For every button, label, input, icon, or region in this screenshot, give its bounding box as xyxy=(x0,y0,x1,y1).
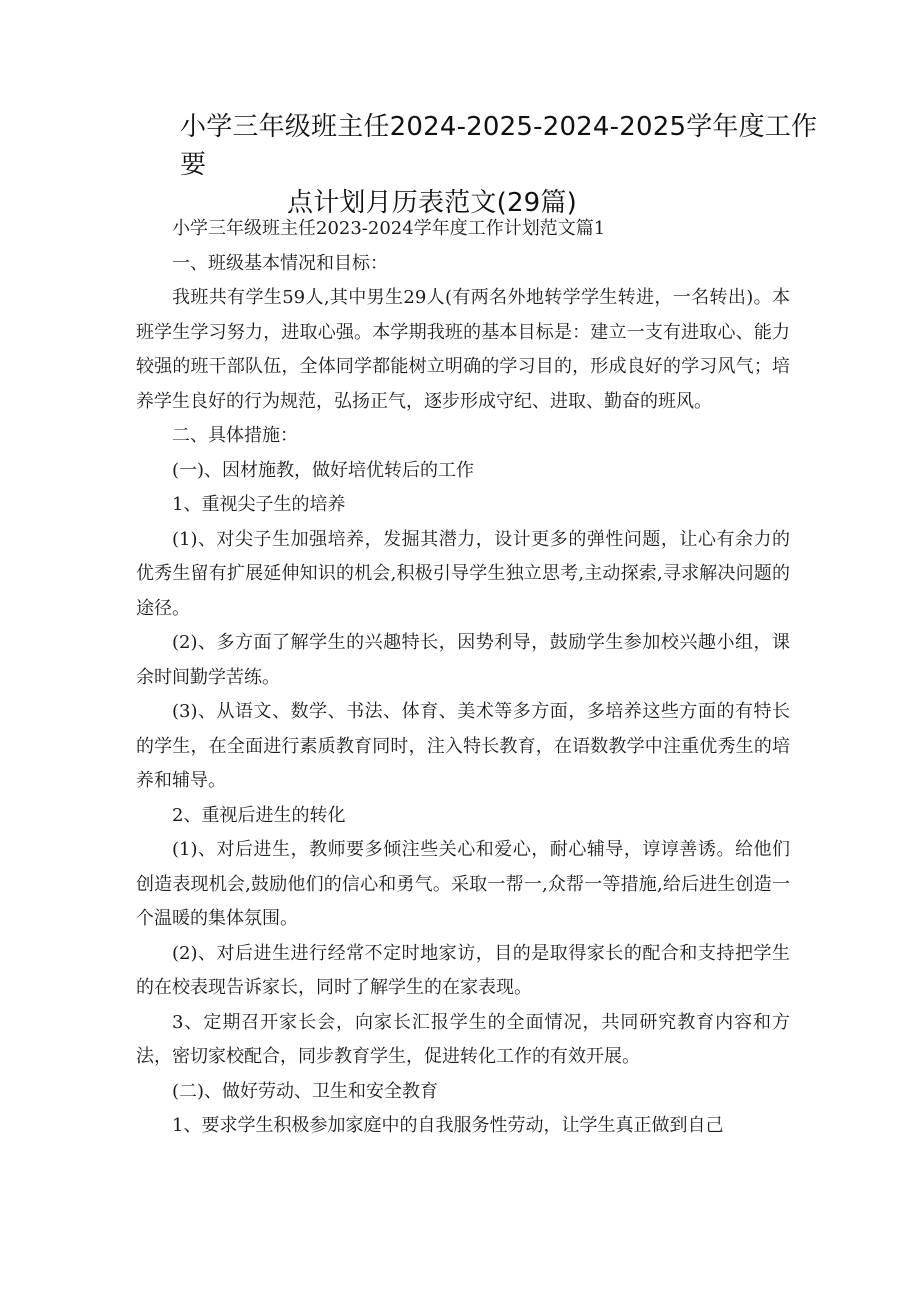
title-line-2: 点计划月历表范文(29篇) xyxy=(287,188,577,218)
body-paragraph: 1、要求学生积极参加家庭中的自我服务性劳动，让学生真正做到自己 xyxy=(172,1115,724,1136)
title-line-1: 小学三年级班主任2024-2025-2024-2025学年度工作要 xyxy=(180,112,818,180)
body-paragraph: (1)、对后进生，教师要多倾注些关心和爱心，耐心辅导，谆谆善诱。给他们创造表现机会,鼓励他们的信心和勇气。采取一帮一,众帮一等措施,给后进生创造一个温暖的集体氛围。 xyxy=(136,839,790,929)
body-paragraph: 3、定期召开家长会，向家长汇报学生的全面情况，共同研究教育内容和方法，密切家校配合，同步教育学生，促进转化工作的有效开展。 xyxy=(136,1011,790,1067)
page-title xyxy=(180,108,820,222)
section-heading: (二)、做好劳动、卫生和安全教育 xyxy=(172,1080,439,1102)
body-paragraph: (2)、对后进生进行经常不定时地家访，目的是取得家长的配合和支持把学生的在校表现告诉家长，同时了解学生的在家表现。 xyxy=(136,942,790,998)
section-heading: 小学三年级班主任2023-2024学年度工作计划范文篇1 xyxy=(172,218,606,239)
document-body xyxy=(136,212,790,1144)
body-paragraph: (3)、从语文、数学、书法、体育、美术等多方面，多培养这些方面的有特长的学生，在全面进行素质教育同时，注入特长教育，在语数教学中注重优秀生的培养和辅导。 xyxy=(136,701,790,791)
section-heading: 2、重视后进生的转化 xyxy=(172,804,346,826)
section-heading: 一、班级基本情况和目标： xyxy=(172,252,388,274)
body-paragraph: (2)、多方面了解学生的兴趣特长，因势利导，鼓励学生参加校兴趣小组，课余时间勤学苦练。 xyxy=(136,632,790,688)
body-paragraph: 我班共有学生59人,其中男生29人(有两名外地转学学生转进，一名转出)。本班学生学习努力，进取心强。本学期我班的基本目标是：建立一支有进取心、能力较强的班干部队伍，全体同学都能树立明确的学习目的，形成良好的学习风气；培养学生良好的行为规范，弘扬正气，逐步形成守纪、进取、勤奋的班风。 xyxy=(136,287,790,412)
body-paragraph: (1)、对尖子生加强培养，发掘其潜力，设计更多的弹性问题，让心有余力的优秀生留有扩展延伸知识的机会,积极引导学生独立思考,主动探索,寻求解决问题的途径。 xyxy=(136,528,790,619)
section-heading: (一)、因材施教，做好培优转后的工作 xyxy=(172,459,475,481)
section-heading: 1、重视尖子生的培养 xyxy=(172,494,346,515)
section-heading: 二、具体措施： xyxy=(172,425,298,446)
